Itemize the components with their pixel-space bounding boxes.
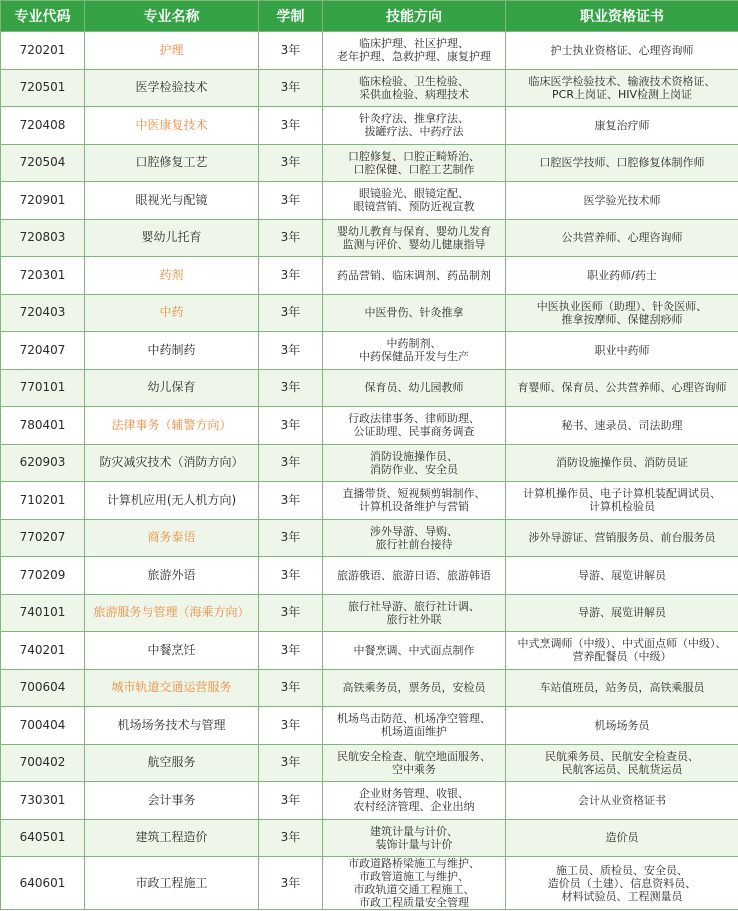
cell-years: 3年	[259, 182, 323, 220]
cell-code: 740101	[1, 594, 85, 632]
cell-skill: 眼镜验光、眼镜定配、 眼镜营销、预防近视宣教	[323, 182, 506, 220]
cell-skill: 婴幼儿教育与保育、婴幼儿发育 监测与评价、婴幼儿健康指导	[323, 219, 506, 257]
cell-years: 3年	[259, 369, 323, 407]
cell-skill: 建筑计量与计价、 装饰计量与计价	[323, 819, 506, 857]
header-name: 专业名称	[85, 1, 259, 32]
cell-code: 620903	[1, 444, 85, 482]
cell-code: 720201	[1, 32, 85, 70]
table-row	[1, 707, 738, 745]
table-row	[1, 294, 738, 332]
table-row	[1, 69, 738, 107]
cell-name: 护理	[85, 32, 259, 70]
cell-cert: 秘书、速录员、司法助理	[506, 407, 738, 445]
cell-cert: 康复治疗师	[506, 107, 738, 145]
table-row	[1, 632, 738, 670]
cell-cert: 计算机操作员、电子计算机装配调试员、 计算机检验员	[506, 482, 738, 520]
table-row	[1, 219, 738, 257]
cell-code: 730301	[1, 782, 85, 820]
cell-code: 700402	[1, 744, 85, 782]
table-row	[1, 819, 738, 857]
cell-name: 婴幼儿托育	[85, 219, 259, 257]
table-row	[1, 407, 738, 445]
cell-code: 710201	[1, 482, 85, 520]
cell-skill: 消防设施操作员、 消防作业、安全员	[323, 444, 506, 482]
cell-cert: 机场场务员	[506, 707, 738, 745]
cell-years: 3年	[259, 407, 323, 445]
cell-years: 3年	[259, 632, 323, 670]
cell-years: 3年	[259, 707, 323, 745]
cell-code: 720803	[1, 219, 85, 257]
cell-code: 720301	[1, 257, 85, 295]
table-row	[1, 182, 738, 220]
table-row	[1, 744, 738, 782]
cell-code: 720501	[1, 69, 85, 107]
cell-skill: 药品营销、临床调剂、药品制剂	[323, 257, 506, 295]
cell-years: 3年	[259, 69, 323, 107]
cell-years: 3年	[259, 444, 323, 482]
cell-code: 720504	[1, 144, 85, 182]
cell-cert: 医学验光技术师	[506, 182, 738, 220]
table-row	[1, 557, 738, 595]
cell-cert: 消防设施操作员、消防员证	[506, 444, 738, 482]
cell-cert: 中式烹调师（中级）、中式面点师（中级）、 营养配餐员（中级）	[506, 632, 738, 670]
cell-cert: 职业中药师	[506, 332, 738, 370]
table-row	[1, 669, 738, 707]
cell-name: 法律事务（辅警方向）	[85, 407, 259, 445]
cell-skill: 涉外导游、导购、 旅行社前台接待	[323, 519, 506, 557]
cell-cert: 导游、展览讲解员	[506, 557, 738, 595]
cell-code: 740201	[1, 632, 85, 670]
cell-years: 3年	[259, 144, 323, 182]
cell-cert: 施工员、质检员、安全员、 造价员（土建）、信息资料员、 材料试验员、工程测量员	[506, 857, 738, 910]
cell-years: 3年	[259, 107, 323, 145]
cell-name: 旅游外语	[85, 557, 259, 595]
cell-cert: 造价员	[506, 819, 738, 857]
cell-name: 商务泰语	[85, 519, 259, 557]
cell-cert: 民航乘务员、民航安全检查员、 民航客运员、民航货运员	[506, 744, 738, 782]
cell-years: 3年	[259, 819, 323, 857]
cell-skill: 针灸疗法、推拿疗法、 拔罐疗法、中药疗法	[323, 107, 506, 145]
cell-cert: 职业药师/药士	[506, 257, 738, 295]
cell-name: 防灾减灾技术（消防方向）	[85, 444, 259, 482]
cell-years: 3年	[259, 332, 323, 370]
cell-cert: 会计从业资格证书	[506, 782, 738, 820]
cell-cert: 公共营养师、心理咨询师	[506, 219, 738, 257]
cell-cert: 导游、展览讲解员	[506, 594, 738, 632]
cell-code: 720407	[1, 332, 85, 370]
cell-skill: 临床检验、卫生检验、 采供血检验、病理技术	[323, 69, 506, 107]
header-years: 学制	[259, 1, 323, 32]
cell-name: 建筑工程造价	[85, 819, 259, 857]
cell-years: 3年	[259, 782, 323, 820]
cell-years: 3年	[259, 557, 323, 595]
cell-years: 3年	[259, 519, 323, 557]
cell-cert: 临床医学检验技术、输液技术资格证、 PCR上岗证、HIV检测上岗证	[506, 69, 738, 107]
cell-skill: 旅游俄语、旅游日语、旅游韩语	[323, 557, 506, 595]
cell-skill: 行政法律事务、律师助理、 公证助理、民事商务调查	[323, 407, 506, 445]
cell-years: 3年	[259, 744, 323, 782]
cell-years: 3年	[259, 294, 323, 332]
cell-cert: 护士执业资格证、心理咨询师	[506, 32, 738, 70]
table-body	[1, 32, 738, 910]
cell-name: 中餐烹饪	[85, 632, 259, 670]
cell-skill: 保育员、幼儿园教师	[323, 369, 506, 407]
cell-code: 720403	[1, 294, 85, 332]
table-row	[1, 519, 738, 557]
header-cert: 职业资格证书	[506, 1, 738, 32]
cell-code: 640501	[1, 819, 85, 857]
cell-code: 770209	[1, 557, 85, 595]
table-row	[1, 257, 738, 295]
cell-name: 药剂	[85, 257, 259, 295]
cell-name: 中医康复技术	[85, 107, 259, 145]
cell-code: 770207	[1, 519, 85, 557]
cell-years: 3年	[259, 669, 323, 707]
cell-skill: 中餐烹调、中式面点制作	[323, 632, 506, 670]
cell-skill: 口腔修复、口腔正畸矫治、 口腔保健、口腔工艺制作	[323, 144, 506, 182]
cell-skill: 民航安全检查、航空地面服务、 空中乘务	[323, 744, 506, 782]
cell-name: 中药	[85, 294, 259, 332]
cell-name: 幼儿保育	[85, 369, 259, 407]
table-row	[1, 482, 738, 520]
cell-name: 航空服务	[85, 744, 259, 782]
cell-years: 3年	[259, 857, 323, 910]
cell-cert: 口腔医学技师、口腔修复体制作师	[506, 144, 738, 182]
table-row	[1, 444, 738, 482]
cell-cert: 涉外导游证、营销服务员、前台服务员	[506, 519, 738, 557]
cell-name: 计算机应用(无人机方向)	[85, 482, 259, 520]
cell-skill: 企业财务管理、收银、 农村经济管理、企业出纳	[323, 782, 506, 820]
cell-years: 3年	[259, 594, 323, 632]
cell-cert: 中医执业医师（助理）、针灸医师、 推拿按摩师、保健刮痧师	[506, 294, 738, 332]
cell-skill: 高铁乘务员，票务员，安检员	[323, 669, 506, 707]
cell-name: 口腔修复工艺	[85, 144, 259, 182]
cell-code: 720901	[1, 182, 85, 220]
table-header-row	[1, 1, 738, 32]
cell-skill: 中医骨伤、针灸推拿	[323, 294, 506, 332]
cell-code: 720408	[1, 107, 85, 145]
cell-skill: 市政道路桥梁施工与维护、 市政管道施工与维护、 市政轨道交通工程施工、 市政工程质量安全管理	[323, 857, 506, 910]
cell-name: 会计事务	[85, 782, 259, 820]
cell-name: 旅游服务与管理（海乘方向）	[85, 594, 259, 632]
cell-years: 3年	[259, 32, 323, 70]
cell-name: 眼视光与配镜	[85, 182, 259, 220]
cell-name: 机场场务技术与管理	[85, 707, 259, 745]
table-row	[1, 594, 738, 632]
cell-name: 医学检验技术	[85, 69, 259, 107]
header-skill: 技能方向	[323, 1, 506, 32]
cell-code: 780401	[1, 407, 85, 445]
table-row	[1, 332, 738, 370]
cell-years: 3年	[259, 219, 323, 257]
cell-code: 770101	[1, 369, 85, 407]
header-code: 专业代码	[1, 1, 85, 32]
cell-cert: 车站值班员，站务员，高铁乘服员	[506, 669, 738, 707]
cell-years: 3年	[259, 257, 323, 295]
cell-skill: 机场鸟击防范、机场净空管理、 机场道面维护	[323, 707, 506, 745]
table-row	[1, 107, 738, 145]
table-row	[1, 857, 738, 910]
cell-skill: 临床护理、社区护理、 老年护理、急救护理、康复护理	[323, 32, 506, 70]
cell-name: 中药制药	[85, 332, 259, 370]
table-row	[1, 369, 738, 407]
cell-code: 700404	[1, 707, 85, 745]
cell-skill: 中药制剂、 中药保健品开发与生产	[323, 332, 506, 370]
table-row	[1, 144, 738, 182]
cell-skill: 旅行社导游、旅行社计调、 旅行社外联	[323, 594, 506, 632]
cell-name: 市政工程施工	[85, 857, 259, 910]
table-row	[1, 782, 738, 820]
cell-cert: 育婴师、保育员、公共营养师、心理咨询师	[506, 369, 738, 407]
cell-skill: 直播带货、短视频剪辑制作、 计算机设备维护与营销	[323, 482, 506, 520]
cell-name: 城市轨道交通运营服务	[85, 669, 259, 707]
cell-code: 700604	[1, 669, 85, 707]
cell-code: 640601	[1, 857, 85, 910]
cell-years: 3年	[259, 482, 323, 520]
table-row	[1, 32, 738, 70]
